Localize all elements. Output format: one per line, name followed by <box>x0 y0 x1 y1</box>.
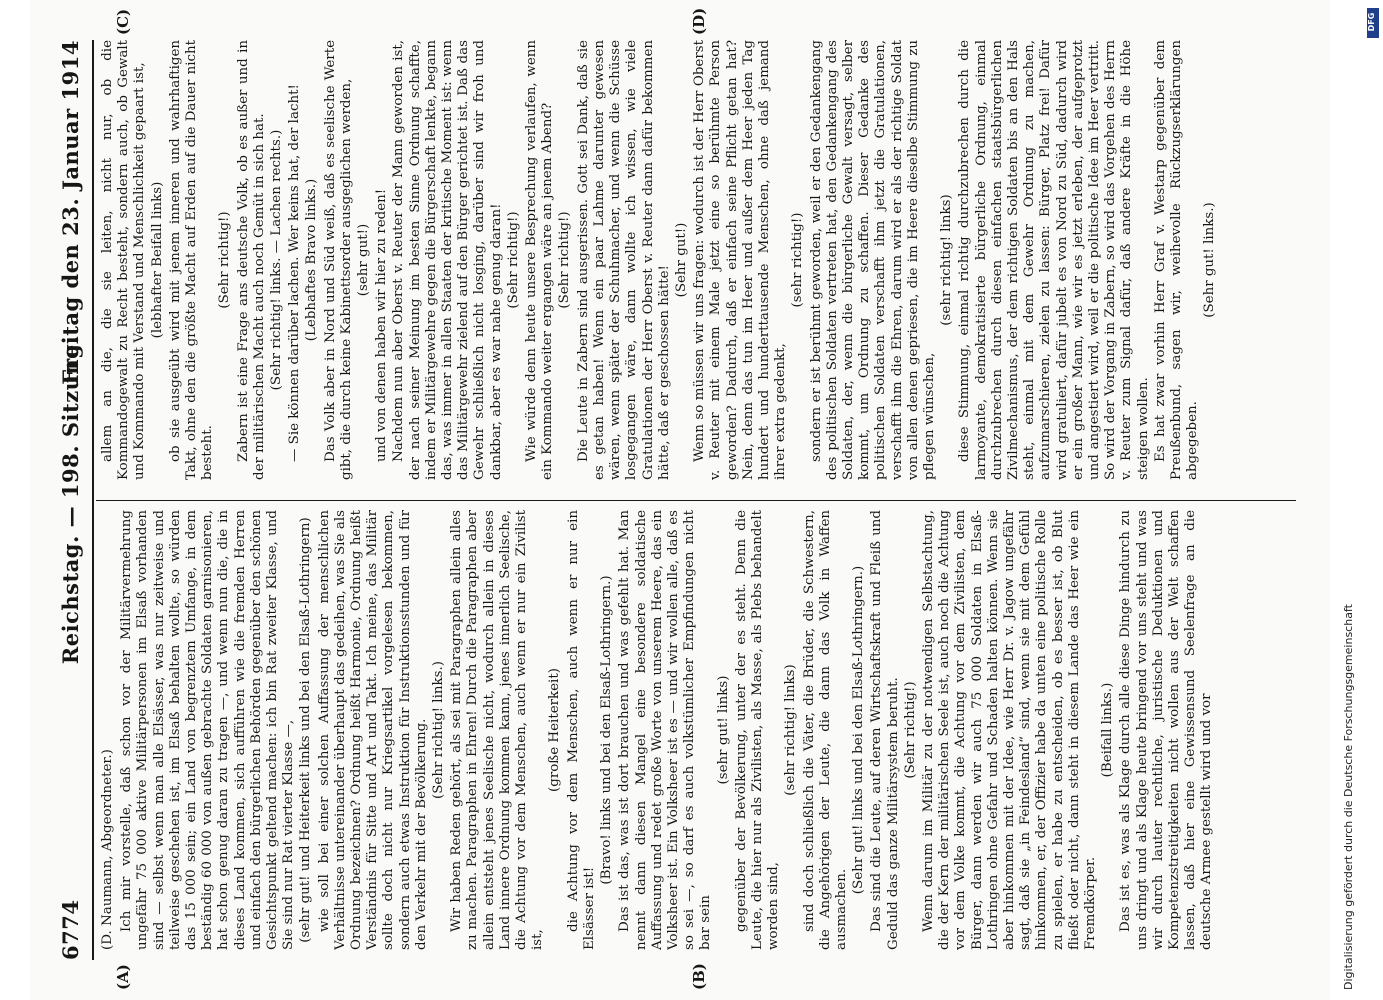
right-column-paragraph: — Sie können darüber lachen. Wer keins hat, der lacht! <box>287 84 303 462</box>
margin-marker-d: (D) <box>690 7 708 35</box>
right-column-paragraph: ob sie ausgeübt wird mit jenem inneren und wahrhaftigen Takt, ohne den die größte Macht auf Erden auf die Dauer nicht besteht. <box>167 40 216 480</box>
right-column-reaction: (Sehr gut!) <box>673 222 689 298</box>
left-column-reaction: (Sehr gut! links und bei den Elsaß-Lothringern.) <box>851 565 867 895</box>
left-column-reaction: (Beifall links.) <box>1100 682 1116 778</box>
left-column-paragraph: die Achtung vor dem Menschen, auch wenn er nur ein Elsässer ist! <box>565 510 597 950</box>
right-column-reaction: (Sehr gut! links.) <box>1202 202 1218 318</box>
margin-marker-a: (A) <box>114 964 132 990</box>
left-column-reaction: (Bravo! links und bei den Elsaß-Lothringern.) <box>599 575 615 885</box>
scanned-page <box>30 0 1330 1000</box>
dfg-logo-text: DFG <box>1367 12 1376 32</box>
column-divider <box>96 500 1296 501</box>
right-column-paragraph: und von denen haben wir hier zu reden! <box>374 188 390 462</box>
right-column-paragraph: Wenn so müssen wir uns fragen: wodurch ist der Herr Oberst v. Reuter mit einem Male jetzt eine so berühmte Person geworden? Dadurch, daß er einfach seine Pflicht getan hat? Nein, denn das tun im Heer und außer dem Heer jeden Tag hundert und hunderttausende Menschen, ohne daß jemand ihrer extra gedenkt, <box>692 40 789 480</box>
right-column-reaction: (sehr richtig! links) <box>939 194 955 326</box>
left-column-reaction: (große Heiterkeit) <box>547 668 563 792</box>
right-column-reaction: (lebhafter Beifall links) <box>149 181 165 339</box>
right-column-reaction: (Sehr richtig!) <box>557 211 573 309</box>
left-column-paragraph: Das sind die Leute, auf deren Wirtschaftskraft und Fleiß und Geduld das ganze Militärsystem beruht. <box>869 510 901 950</box>
left-column-paragraph: gegenüber der Bevölkerung, unter der es steht. Denn die Leute, die hier nur als Zivilisten, als Masse, als Plebs behandelt worden sind, <box>733 510 782 950</box>
right-column-paragraph: Die Leute in Zabern sind ausgerissen. Gott sei Dank, daß sie es getan haben! Wenn ein paar Lahme darunter gewesen wären, wenn später der Schuhmacher, und wenn die Schüsse losgegangen wäre, dann wollte ich wissen, wie viele Gratulationen der Herr Oberst v. Reuter dann dafür bekommen hätte, daß er geschossen hätte! <box>575 40 672 480</box>
session-title: Reichstag. — 198. Sitzung. <box>58 335 83 665</box>
right-column-reaction: (Sehr richtig!) <box>217 211 233 309</box>
right-column-paragraph: Zabern ist eine Frage ans deutsche Volk, ob es außer und in der militärischen Macht auch noch Gemüt in sich hat. <box>235 40 267 480</box>
digitization-credit-text: Digitalisierung gefördert durch die Deutsche Forschungsgemeinschaft <box>1342 604 1355 990</box>
right-column-paragraph: Nachdem nun aber Oberst v. Reuter der Mann geworden ist, der nach seiner Meinung im besten Sinne Ordnung schaffte, indem er Militärgewehre gegen die Bürgerschaft lenkte, begann das, was immer in allen Staaten der kritische Moment ist: wenn das Militärgewehr zielend auf den Bürger gerichtet ist. Daß das Gewehr schließlich nicht losging, darüber sind wir froh und dankbar, aber es war nahe genug daran! <box>391 40 504 480</box>
margin-marker-c: (C) <box>114 8 132 35</box>
right-column-paragraph: Es hat zwar vorhin Herr Graf v. Westarp gegenüber dem Preußenbund, sagen wir, weihevolle Rückzugserklärungen abgegeben. <box>1152 40 1201 480</box>
left-column-reaction: (Sehr richtig!) <box>902 681 918 779</box>
right-column-paragraph: allem an die, die sie leiten, nicht nur, ob die Kommandogewalt zu Recht besteht, sondern auch, ob Gewalt und Kommando mit Verstand und Menschlichkeit gepaart ist, <box>100 40 148 480</box>
right-column-paragraph: diese Stimmung, einmal richtig durchzubrechen durch die larmoyante, demokratisierte bürgerliche Ordnung, einmal durchzubrechen durch diesen einfachen staatsbürgerlichen Zivilmechanismus, der dem richtigen Soldaten bis an den Hals steht, einmal mit dem Gewehr Ordnung zu machen, aufzumarschieren, zielen zu lassen: Bürger, Platz frei! Dafür wird gratuliert, dafür jubelt es von Nord zu Süd, dadurch wird er ein großer Mann, wie wir es jetzt erleben, der aufgeprotzt und angestiert wird, weil er die politische Idee im Heer vertritt. So wird der Vorgang in Zabern, so wird das Vorgehen des Herrn v. Reuter zum Signal dafür, daß andere Kräfte in die Höhe steigen wollen. <box>957 40 1151 480</box>
right-column-paragraph: Wie würde denn heute unsere Besprechung verlaufen, wenn ein Kommando weiter ergangen wäre an jenem Abend? <box>524 40 556 480</box>
left-column-paragraph: Wir haben Reden gehört, als sei mit Paragraphen allein alles zu machen. Paragraphen in Ehren! Durch die Paragraphen aber allein entsteht jenes Seelische nicht, wodurch allein in dieses Land innere Ordnung kommen kann, jenes innerlich Seelische, die Achtung vor dem Menschen, auch wenn er nur ein Zivilist ist, <box>449 510 546 950</box>
right-column-reaction: (sehr gut!) <box>356 223 372 297</box>
margin-marker-b: (B) <box>690 963 708 990</box>
right-column-reaction: (sehr richtig!) <box>790 212 806 308</box>
left-column-paragraph: sind doch schließlich die Väter, die Brüder, die Schwestern, die Angehörigen der Leute, die dann das Volk in Waffen ausmachen. <box>801 510 849 950</box>
left-column-paragraph: Das ist das, was ist dort brauchen und was gefehlt hat. Man nennt dann diesen Mangel eine besondere soldatische Auffassung und redet große Worte von unserem Heere, das ein Volksheer ist. Ein Volksheer ist es — und wir wollen alle, daß es so sei —, so darf es auch volkstümlicher Empfindungen nicht bar sein <box>617 510 714 950</box>
right-column-paragraph: Das Volk aber in Nord und Süd weiß, daß es seelische Werte gibt, die durch keine Kabinettsorder ausgeglichen werden, <box>322 40 354 480</box>
left-column <box>100 510 1290 950</box>
right-column-paragraph: sondern er ist berühmt geworden, weil er den Gedankengang des politischen Soldaten vertreten hat, den Gedankengang des Soldaten, der, wenn die bürgerliche Gewalt versagt, selber kommt, um Ordnung zu schaffen. Dieser Gedanke des politischen Soldaten verschafft ihm jetzt die Gratulationen, verschafft ihm die Ehren, darum wird er als der richtige Soldat von allen denen gepriesen, die im Heere dieselbe Stimmung zu pflegen wünschen, <box>808 40 937 480</box>
left-column-reaction: (sehr richtig! links) <box>783 664 799 796</box>
right-column-reaction: (Sehr richtig!) <box>505 211 521 309</box>
left-column-paragraph: Wenn darum im Militär zu der notwendigen Selbstachtung, die der Kern der militärischen Seele ist, auch noch die Achtung vor dem Volke kommt, die Achtung vor dem Zivilisten, dem Bürger, dann werden wir auch 75 000 Soldaten in Elsaß-Lothringen ohne Gefahr und Schaden halten können. Wenn sie aber hinkommen mit der Idee, wie Herr Dr. v. Jagow ungefähr sagt, daß sie „in Feindesland“ sind, wenn sie mit dem Gefühl hinkommen, er, der Offizier habe da unten eine politische Rolle zu spielen, er habe zu entscheiden, ob es besser ist, ob Blut fließt oder nicht, dann steht in diesem Lande das Heer wie ein Fremdkörper. <box>920 510 1098 950</box>
left-column-reaction: (sehr gut! und Heiterkeit links und bei den Elsaß-Lothringern) <box>298 517 314 943</box>
right-column <box>100 40 1290 480</box>
header-rule <box>92 40 94 960</box>
left-column-paragraph: Das ist es, was als Klage durch alle diese Dinge hindurch zu uns dringt und als Klage heute bringend vor uns steht und was wir durch lauter rechtliche, juristische Deduktionen und Kompetenzstreitigkeiten nicht wollen aus der Welt schaffen lassen, daß hier eine Gewissensund Seelenfrage an die deutsche Armee gestellt wird und vor <box>1118 510 1215 950</box>
dfg-logo <box>1367 8 1379 38</box>
right-column-reaction: (Lebhaftes Bravo links.) <box>304 178 320 342</box>
page-number: 6774 <box>58 899 83 960</box>
left-column-reaction: (Sehr richtig! links.) <box>431 661 447 799</box>
session-date: Freitag den 23. Januar 1914 <box>58 40 83 385</box>
left-column-paragraph: wie soll bei einer solchen Auffassung der menschlichen Verhältnisse untereinander überhaupt das gedeihen, was Sie als Ordnung bezeichnen? Ordnung heißt Harmonie, Ordnung heißt Verständnis für Sitte und Art und Takt. Ich meine, das Militär sollte doch nicht nur Kriegsartikel vorgelesen bekommen, sondern auch etwas Instruktion für Instruktionsstunden und für den Verkehr mit der Bevölkerung. <box>316 510 429 950</box>
left-column-paragraph: Ich mir vorstelle, daß schon vor der Militärvermehrung ungefähr 75 000 aktive Militärpersonen im Elsaß vorhanden sind — selbst wenn man alle Elsässer, was nur zeitweise und teilweise geschehen ist, im Elsaß behalten wollte, so würden das 15 000 sein; ein Land von begrenztem Umfange, in dem beständig 60 000 von außen gebrachte Soldaten garnisonieren, hat schon genug daran zu tragen —, und wenn nun die, die in dieses Land kommen, sich aufführen wie die fremden Herren und einfach den bürgerlichen Behörden gegenüber den schönen Gesichtspunkt geltend machen: ich bin Rat zweiter Klasse, und Sie sind nur Rat vierter Klasse —, <box>119 510 297 950</box>
left-column-attrib: (D. Naumann, Abgeordneter.) <box>100 749 115 950</box>
digitization-credit <box>1342 10 1362 990</box>
left-column-reaction: (sehr gut! links) <box>715 675 731 785</box>
right-column-reaction: (Sehr richtig! links. — Lachen rechts.) <box>269 129 285 391</box>
page-header <box>52 40 86 960</box>
